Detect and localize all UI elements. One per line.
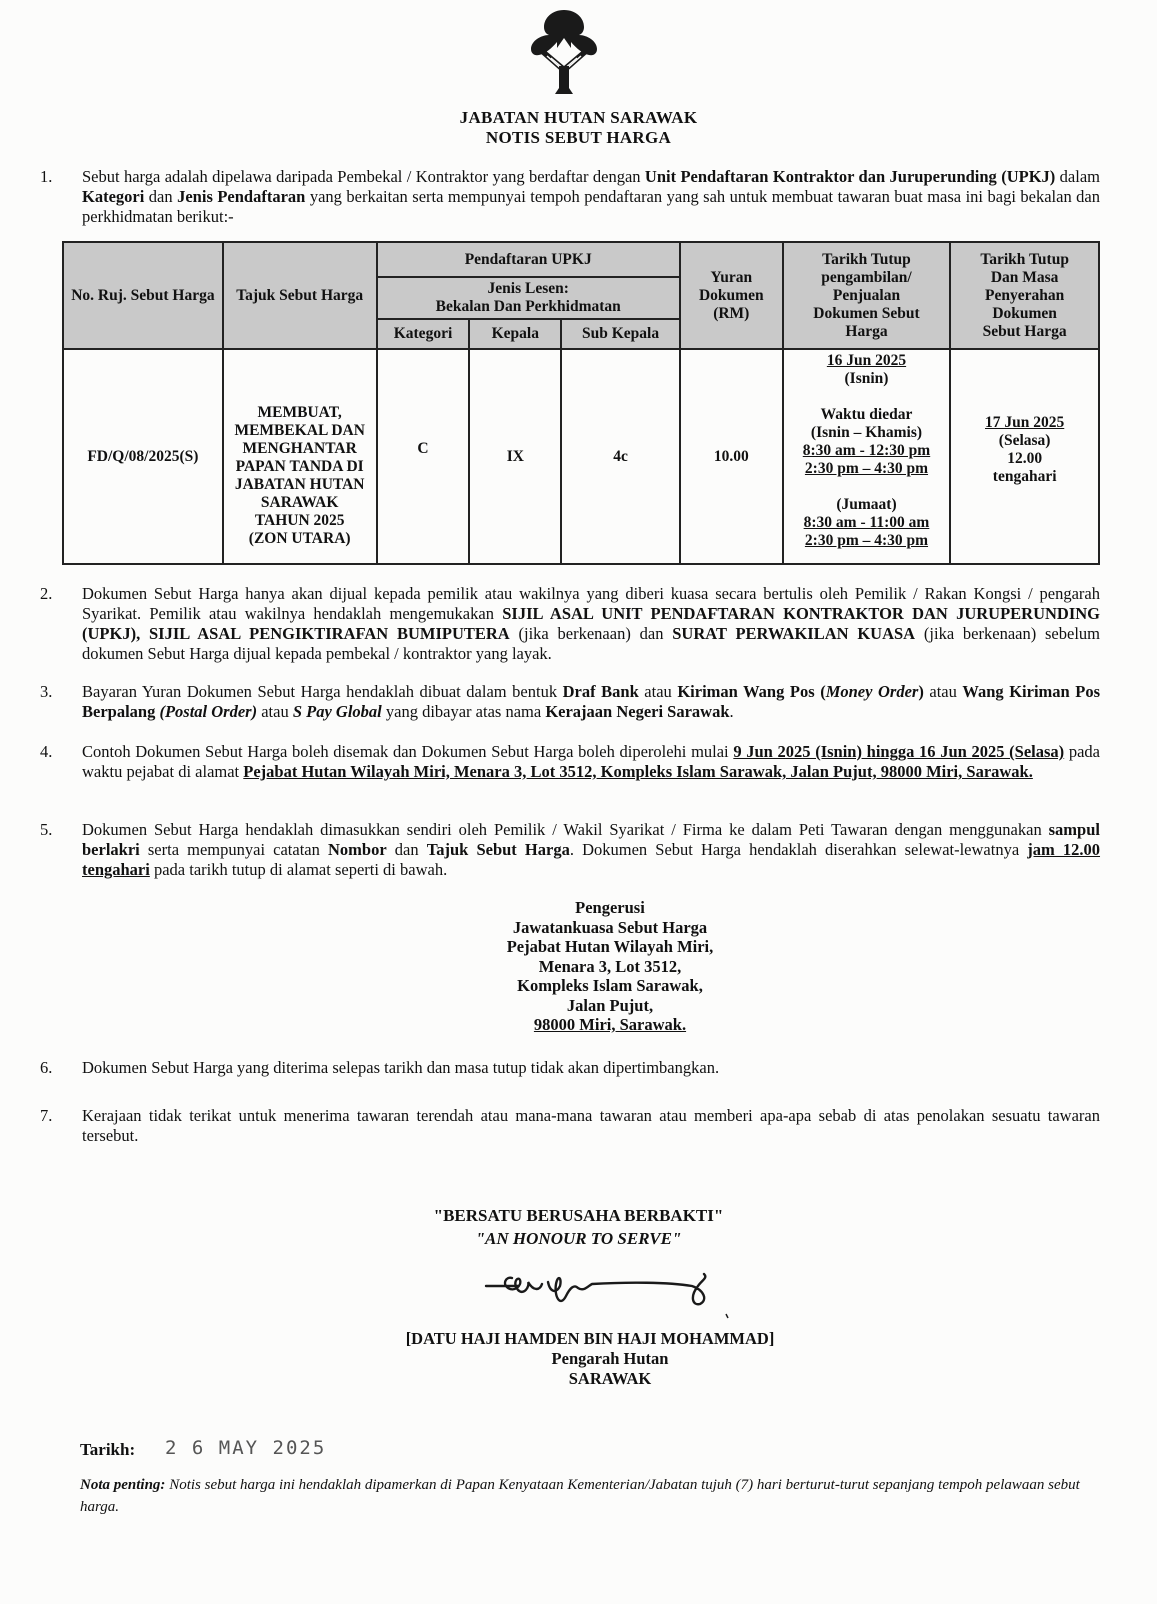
paragraph-number: 2. [40, 584, 53, 603]
header-sale-closing: Tarikh Tutup pengambilan/ Penjualan Dokumen Sebut Harga [783, 242, 951, 349]
address-line: 98000 Miri, Sarawak. [533, 1015, 687, 1034]
para-text: . [729, 702, 734, 721]
paragraph-4 [40, 742, 1100, 782]
paragraph-number: 5. [40, 820, 53, 839]
para-bold: Kerajaan Negeri Sarawak [545, 702, 730, 721]
para-bold: sampul berlakri [82, 820, 1100, 859]
header-licence-type: Jenis Lesen: Bekalan Dan Perkhidmatan [377, 277, 680, 319]
para-bold: Jenis Pendaftaran [177, 187, 306, 206]
cell-title: MEMBUAT, MEMBEKAL DAN MENGHANTAR PAPAN TANDA DI JABATAN HUTAN SARAWAK TAHUN 2025 (ZON UTARA) [223, 349, 377, 564]
para-bold: Pejabat Hutan Wilayah Miri, Menara 3, Lot 3512, Kompleks Islam Sarawak, Jalan Pujut, 98000 Miri, Sarawak. [243, 762, 1033, 781]
header-subhead: Sub Kepala [561, 319, 680, 349]
para-bold: Wang Kiriman Pos Berpalang [82, 682, 1101, 721]
paragraph-number: 1. [40, 167, 53, 186]
cell-subhead: 4c [561, 349, 680, 564]
paragraph-6 [40, 1058, 1100, 1078]
paragraph-number: 6. [40, 1058, 53, 1077]
para-text: pada waktu pejabat di alamat [82, 742, 1100, 781]
paragraph-number: 3. [40, 682, 53, 701]
para-bold: Kiriman Wang Pos ( [677, 682, 826, 701]
address-line: Jalan Pujut, [566, 995, 654, 1015]
jabatan-hutan-sarawak-emblem-icon [527, 8, 601, 96]
paragraph-2 [40, 584, 1100, 664]
paragraph-1 [40, 167, 1100, 227]
para-text: pada tarikh tutup di alamat seperti di bawah. [149, 860, 448, 879]
header-head: Kepala [469, 319, 561, 349]
notice-title: NOTIS SEBUT HARGA [485, 128, 672, 147]
signatory-state: SARAWAK [568, 1369, 652, 1388]
para-bold: Kategori [82, 187, 145, 206]
para-text: Dokumen Sebut Harga hanya akan dijual kepada pemilik atau wakilnya yang diberi kuasa secara bertulis oleh Pemilik / Rakan Kongsi / pengarah Syarikat. Pemilik atau wakilnya hendaklah mengemukakan [82, 584, 1100, 623]
paragraph-number: 7. [40, 1106, 53, 1125]
para-bold: Unit Pendaftaran Kontraktor dan Juruperunding (UPKJ) [644, 167, 1056, 186]
note-text: Notis sebut harga ini hendaklah dipamerkan di Papan Kenyataan Kementerian/Jabatan tujuh (7) hari berturut-turut sepanjang tempoh pelawaan sebut harga. [80, 1477, 1080, 1515]
para-bold: Nombor [328, 840, 387, 859]
cell-fee: 10.00 [680, 349, 783, 564]
para-text: atau [638, 682, 678, 701]
signatory-position: Pengarah Hutan [551, 1349, 669, 1368]
para-text: Dokumen Sebut Harga yang diterima selepas tarikh dan masa tutup tidak akan dipertimbangkan. [82, 1058, 720, 1077]
paragraph-5 [40, 820, 1100, 880]
motto-english: "AN HONOUR TO SERVE" [475, 1229, 682, 1248]
para-text: (jika berkenaan) sebelum dokumen Sebut Harga dijual kepada pembekal / kontraktor yang layak. [82, 624, 1100, 663]
address-line: Pejabat Hutan Wilayah Miri, [506, 937, 714, 956]
address-line: Pengerusi [575, 898, 645, 917]
header-submission-closing: Tarikh Tutup Dan Masa Penyerahan Dokumen Sebut Harga [950, 242, 1099, 349]
para-text: (jika berkenaan) dan [509, 624, 673, 643]
para-text: atau [923, 682, 963, 701]
header-fee: Yuran Dokumen (RM) [680, 242, 783, 349]
paragraph-7 [40, 1106, 1100, 1146]
para-text: Dokumen Sebut Harga hendaklah dimasukkan sendiri oleh Pemilik / Wakil Syarikat / Firma ke dalam Peti Tawaran dengan menggunakan [82, 820, 1049, 839]
cell-category: C [377, 349, 470, 564]
para-bold-italic: Money Order [825, 682, 919, 701]
table-row [63, 349, 1099, 564]
para-text: Kerajaan tidak terikat untuk menerima tawaran terendah atau mana-mana tawaran atau memberi apa-apa sebab di atas penolakan sesuatu tawaran tersebut. [82, 1106, 1100, 1145]
para-text: Contoh Dokumen Sebut Harga boleh disemak dan Dokumen Sebut Harga boleh diperolehi mulai [82, 742, 734, 761]
header-upkj: Pendaftaran UPKJ [377, 242, 680, 277]
para-bold: SURAT PERWAKILAN KUASA [672, 624, 916, 643]
address-line: Menara 3, Lot 3512, [538, 956, 682, 976]
important-note [80, 1474, 1085, 1518]
date-label: Tarikh: [80, 1440, 136, 1459]
para-bold: ) [918, 682, 924, 701]
para-bold: SIJIL ASAL UNIT PENDAFTARAN KONTRAKTOR DAN JURUPERUNDING (UPKJ), SIJIL ASAL PENGIKTIRAFAN BUMIPUTERA [82, 604, 1100, 643]
para-text: Bayaran Yuran Dokumen Sebut Harga hendaklah dibuat dalam bentuk [82, 682, 563, 701]
handwritten-signature-icon [478, 1256, 738, 1326]
para-text: serta mempunyai catatan [139, 840, 328, 859]
para-text: dan [144, 187, 178, 206]
committee-address [400, 898, 820, 1035]
header-ref-no: No. Ruj. Sebut Harga [63, 242, 223, 349]
para-bold: 9 Jun 2025 (Isnin) hingga 16 Jun 2025 (Selasa) [733, 742, 1065, 761]
motto-malay: "BERSATU BERUSAHA BERBAKTI" [433, 1206, 724, 1225]
para-text: yang dibayar atas nama [381, 702, 546, 721]
date-stamp: 2 6 MAY 2025 [165, 1437, 327, 1459]
note-label: Nota penting: [80, 1477, 166, 1493]
quotation-table [62, 241, 1100, 565]
header-title: Tajuk Sebut Harga [223, 242, 377, 349]
para-bold: Tajuk Sebut Harga [426, 840, 570, 859]
address-line: Jawatankuasa Sebut Harga [512, 917, 708, 937]
department-title: JABATAN HUTAN SARAWAK [459, 108, 698, 127]
paragraph-3 [40, 682, 1100, 722]
para-text: dan [386, 840, 427, 859]
para-bold-italic: (Postal Order) [159, 702, 258, 721]
cell-submission-closing: 17 Jun 2025 (Selasa) 12.00 tengahari [950, 349, 1099, 564]
paragraph-number: 4. [40, 742, 53, 761]
header-category: Kategori [377, 319, 470, 349]
cell-sale-closing: 16 Jun 2025 (Isnin) Waktu diedar (Isnin – Khamis) 8:30 am - 12:30 pm 2:30 pm – 4:30 pm (Jumaat) 8:30 am - 11:00 am 2:30 pm – 4:30 pm [783, 349, 951, 564]
signatory-name: [DATU HAJI HAMDEN BIN HAJI MOHAMMAD] [405, 1329, 775, 1348]
para-bold: jam 12.00 tengahari [82, 840, 1101, 879]
cell-head: IX [469, 349, 561, 564]
para-text: dalam [1055, 167, 1100, 186]
para-text: Sebut harga adalah dipelawa daripada Pembekal / Kontraktor yang berdaftar dengan [82, 167, 645, 186]
para-text: atau [257, 702, 293, 721]
para-text: yang berkaitan serta mempunyai tempoh pendaftaran yang sah untuk membuat tawaran buat masa ini bagi bekalan dan perkhidmatan berikut:- [82, 187, 1101, 226]
para-text: . Dokumen Sebut Harga hendaklah diserahkan selewat-lewatnya [569, 840, 1028, 859]
cell-ref-no: FD/Q/08/2025(S) [63, 349, 223, 564]
address-line: Kompleks Islam Sarawak, [517, 976, 703, 995]
para-bold-italic: S Pay Global [292, 702, 382, 721]
para-bold: Draf Bank [562, 682, 639, 701]
